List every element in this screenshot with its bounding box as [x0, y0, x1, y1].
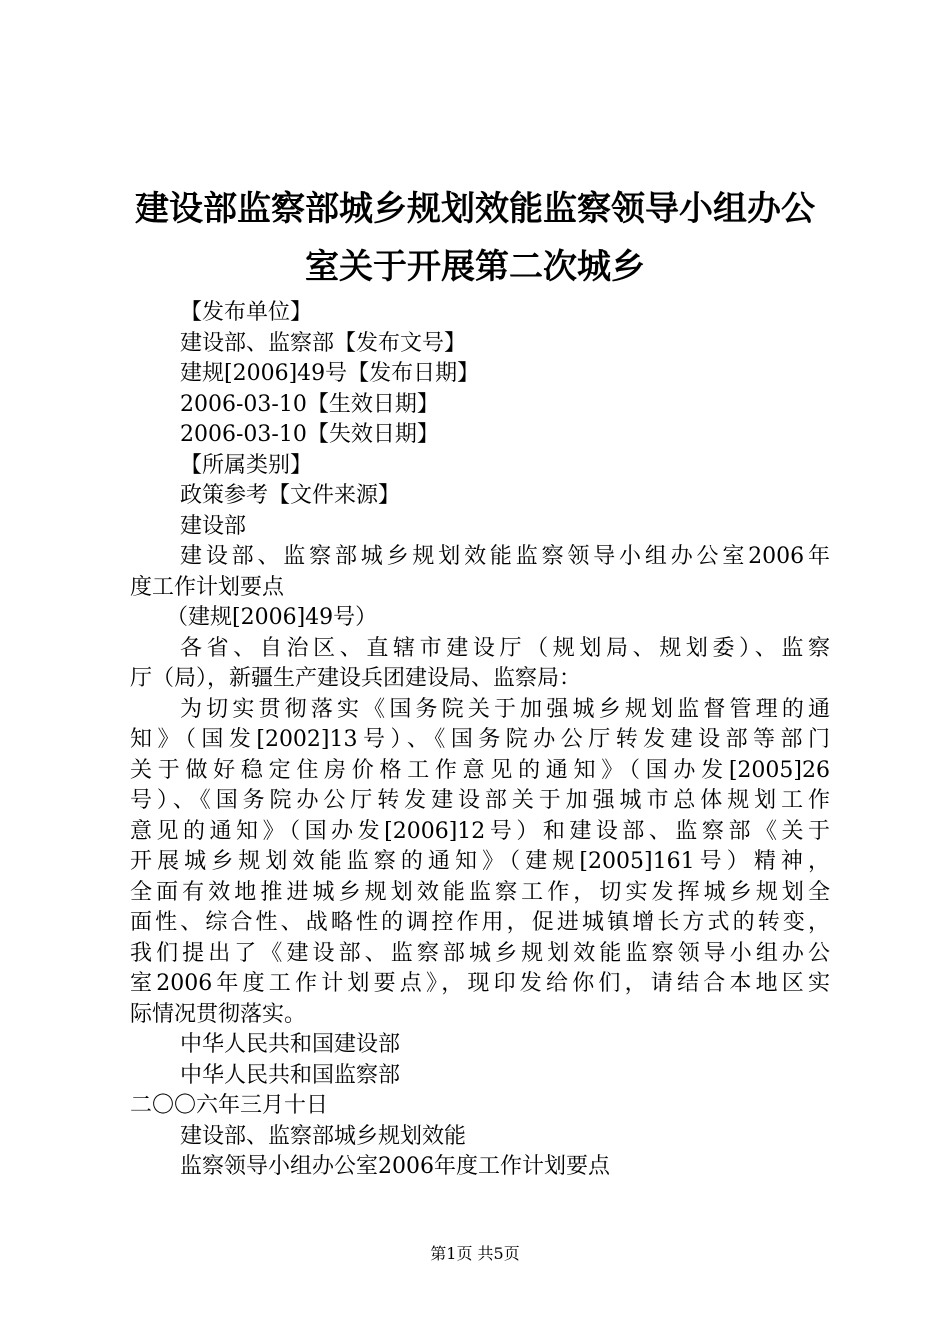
body-line: 开展城乡规划效能监察的通知》（建规[2005]161号）精神，: [130, 849, 830, 874]
signature-ministry-construction: 中华人民共和国建设部: [180, 1032, 401, 1057]
body-line: 面性、综合性、战略性的调控作用，促进城镇增长方式的转变，: [130, 910, 830, 935]
section-heading-line-2: 监察领导小组办公室2006年度工作计划要点: [180, 1154, 610, 1179]
recipients-line-2: 厅（局），新疆生产建设兵团建设局、监察局：: [130, 666, 582, 691]
body-line: 知》（国发[2002]13号）、《国务院办公厅转发建设部等部门: [130, 727, 830, 752]
body-line: 全面有效地推进城乡规划效能监察工作，切实发挥城乡规划全: [130, 879, 830, 905]
body-line: 关于做好稳定住房价格工作意见的通知》（国办发[2005]26: [130, 757, 830, 783]
subtitle-line-2: 度工作计划要点: [130, 574, 285, 600]
page-footer: 第1页 共5页: [430, 1244, 520, 1263]
recipients-line-1: 各省、自治区、直辖市建设厅（规划局、规划委）、监察: [180, 635, 830, 661]
body-line: 际情况贯彻落实。: [130, 1001, 307, 1027]
body-line: 室2006年度工作计划要点》，现印发给你们，请结合本地区实: [130, 971, 830, 996]
section-heading-line-1: 建设部、监察部城乡规划效能: [180, 1123, 467, 1149]
body-line: 我们提出了《建设部、监察部城乡规划效能监察领导小组办公: [130, 940, 830, 966]
signature-date: 二〇〇六年三月十日: [130, 1093, 329, 1118]
meta-publisher-docno: 建设部、监察部【发布文号】: [180, 330, 467, 356]
meta-source: 建设部: [180, 513, 247, 539]
document-title-line-1: 建设部监察部城乡规划效能监察领导小组办公: [135, 189, 815, 229]
meta-docno-date: 建规[2006]49号【发布日期】: [180, 361, 480, 386]
signature-ministry-supervision: 中华人民共和国监察部: [180, 1062, 401, 1088]
body-line: 号）、《国务院办公厅转发建设部关于加强城市总体规划工作: [130, 788, 830, 813]
meta-pubdate-effective: 2006-03-10【生效日期】: [180, 391, 439, 417]
subtitle-line-1: 建设部、监察部城乡规划效能监察领导小组办公室2006年: [180, 544, 830, 569]
body-line: 为切实贯彻落实《国务院关于加强城乡规划监督管理的通: [180, 696, 830, 722]
meta-category-label: 【所属类别】: [180, 452, 313, 478]
meta-publisher-label: 【发布单位】: [180, 300, 313, 325]
meta-effective-expiry: 2006-03-10【失效日期】: [180, 422, 439, 447]
doc-number: （建规[2006]49号）: [166, 605, 378, 630]
document-title-line-2: 室关于开展第二次城乡: [305, 247, 645, 287]
body-line: 意见的通知》（国办发[2006]12号）和建设部、监察部《关于: [130, 818, 830, 844]
document-body: [130, 298, 830, 1183]
meta-category-source: 政策参考【文件来源】: [180, 483, 401, 508]
